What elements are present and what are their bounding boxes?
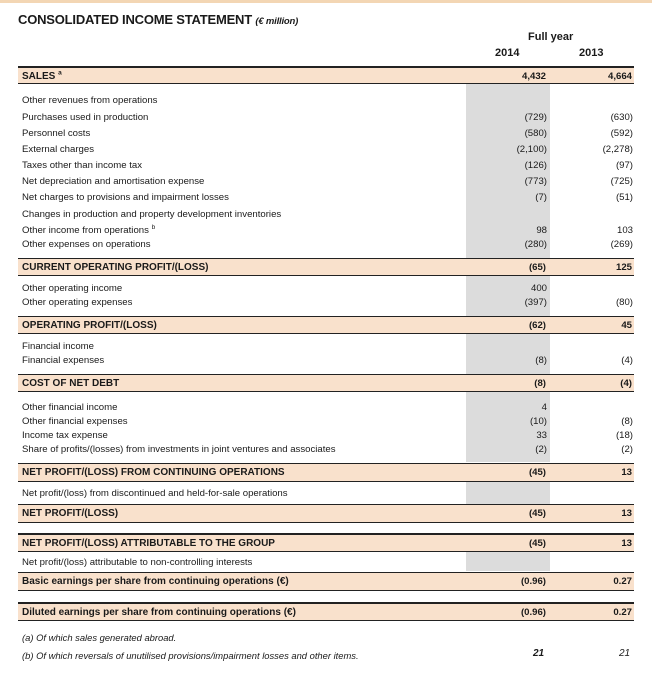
row-2013: (2,278) — [602, 144, 633, 155]
row-2013: (97) — [615, 160, 633, 171]
row-2014: (773) — [524, 176, 547, 187]
np-group-2013: 13 — [621, 538, 632, 549]
row-2013: (4) — [621, 355, 633, 366]
col-2014-shade — [466, 481, 550, 505]
row-2014: (729) — [524, 112, 547, 123]
row-2014: (2,100) — [516, 144, 547, 155]
row-2014: (2) — [535, 444, 547, 455]
sales-2014: 4,432 — [521, 71, 546, 82]
row-label: Purchases used in production — [22, 112, 149, 123]
row-2014: (126) — [524, 160, 547, 171]
cost-of-net-debt-row — [18, 374, 634, 392]
row-label: Net profit/(loss) from discontinued and held-for-sale operations — [22, 488, 288, 499]
np-2013: 13 — [621, 508, 632, 519]
row-2014: 4 — [541, 402, 547, 413]
footnote-b-2014: 21 — [533, 648, 545, 659]
row-label: Other operating expenses — [22, 297, 133, 308]
row-2013: (630) — [610, 112, 633, 123]
np-cont-label: NET PROFIT/(LOSS) FROM CONTINUING OPERATIONS — [22, 467, 285, 478]
current-op-2014: (65) — [528, 262, 546, 273]
year-2013-header: 2013 — [579, 47, 604, 59]
row-label: Taxes other than income tax — [22, 160, 142, 171]
row-2014: (8) — [535, 355, 547, 366]
row-2013: (8) — [621, 416, 633, 427]
net-profit-continuing-row — [18, 463, 634, 482]
diluted-eps-2013: 0.27 — [613, 607, 632, 618]
row-label: Other operating income — [22, 283, 123, 294]
net-debt-label: COST OF NET DEBT — [22, 378, 120, 389]
row-label: Net depreciation and amortisation expense — [22, 176, 205, 187]
title-text: CONSOLIDATED INCOME STATEMENT — [18, 12, 252, 27]
np-group-label: NET PROFIT/(LOSS) ATTRIBUTABLE TO THE GROUP — [22, 538, 275, 549]
current-operating-profit-row — [18, 258, 634, 276]
top-rule — [0, 0, 652, 3]
net-debt-2013: (4) — [620, 378, 632, 389]
row-2013: (51) — [615, 192, 633, 203]
sales-2013: 4,664 — [607, 71, 632, 82]
col-2014-shade — [466, 551, 550, 571]
basic-eps-2014: (0.96) — [520, 576, 546, 587]
sales-label: SALES $^a$ — [22, 69, 62, 82]
row-label: Other revenues from operations — [22, 95, 158, 106]
diluted-eps-2014: (0.96) — [520, 607, 546, 618]
basic-eps-row — [18, 572, 634, 591]
net-debt-2014: (8) — [534, 378, 546, 389]
row-2014: (7) — [535, 192, 547, 203]
row-label: Net charges to provisions and impairment losses — [22, 192, 229, 203]
diluted-eps-row — [18, 602, 634, 621]
row-label: Personnel costs — [22, 128, 91, 139]
row-label: Other financial income — [22, 402, 118, 413]
row-2013: (725) — [610, 176, 633, 187]
row-label: Changes in production and property development inventories — [22, 209, 282, 220]
row-2014: (397) — [524, 297, 547, 308]
row-label: Financial income — [22, 341, 94, 352]
net-profit-group-row — [18, 533, 634, 552]
footnote-a: (a) Of which sales generated abroad. — [22, 632, 177, 643]
current-op-2013: 125 — [615, 262, 632, 273]
row-2013: (18) — [615, 430, 633, 441]
op-profit-2014: (62) — [528, 320, 546, 331]
row-2013: (269) — [610, 239, 633, 250]
net-profit-row — [18, 504, 634, 523]
row-2014: 33 — [536, 430, 547, 441]
op-profit-label: OPERATING PROFIT/(LOSS) — [22, 320, 157, 331]
row-label: External charges — [22, 144, 94, 155]
period-header: Full year — [528, 31, 574, 43]
row-2014: (10) — [529, 416, 547, 427]
basic-eps-label: Basic earnings per share from continuing operations (€) — [22, 576, 289, 587]
row-2014: (280) — [524, 239, 547, 250]
np-group-2014: (45) — [528, 538, 546, 549]
row-2013: (592) — [610, 128, 633, 139]
col-2014-shade — [466, 333, 550, 375]
row-label: Share of profits/(losses) from investments in joint ventures and associates — [22, 444, 336, 455]
diluted-eps-label: Diluted earnings per share from continuing operations (€) — [22, 607, 296, 618]
np-cont-2014: (45) — [528, 467, 546, 478]
title-unit: (€ million) — [255, 16, 299, 27]
row-2014: 400 — [530, 283, 547, 294]
footnote-b-2013: 21 — [619, 648, 631, 659]
footnote-b: (b) Of which reversals of unutilised provisions/impairment losses and other items. — [22, 650, 359, 661]
row-label: Income tax expense — [22, 430, 108, 441]
row-label: Financial expenses — [22, 355, 105, 366]
statement-title — [18, 12, 298, 27]
col-2014-shade — [466, 275, 550, 317]
row-2013: (80) — [615, 297, 633, 308]
np-cont-2013: 13 — [621, 467, 632, 478]
year-2014-header: 2014 — [495, 47, 520, 59]
op-profit-2013: 45 — [621, 320, 632, 331]
row-label: Other financial expenses — [22, 416, 128, 427]
np-label: NET PROFIT/(LOSS) — [22, 508, 119, 519]
current-op-label: CURRENT OPERATING PROFIT/(LOSS) — [22, 262, 209, 273]
np-2014: (45) — [528, 508, 546, 519]
operating-profit-row — [18, 316, 634, 334]
basic-eps-2013: 0.27 — [613, 576, 632, 587]
row-2014: (580) — [524, 128, 547, 139]
row-label: Net profit/(loss) attributable to non-controlling interests — [22, 557, 253, 568]
row-2013: (2) — [621, 444, 633, 455]
row-2013: 103 — [616, 225, 633, 236]
sales-row — [18, 66, 634, 84]
row-label: Other expenses on operations — [22, 239, 151, 250]
row-label: Other income from operations $^b$ — [22, 223, 156, 236]
row-2014: 98 — [536, 225, 547, 236]
